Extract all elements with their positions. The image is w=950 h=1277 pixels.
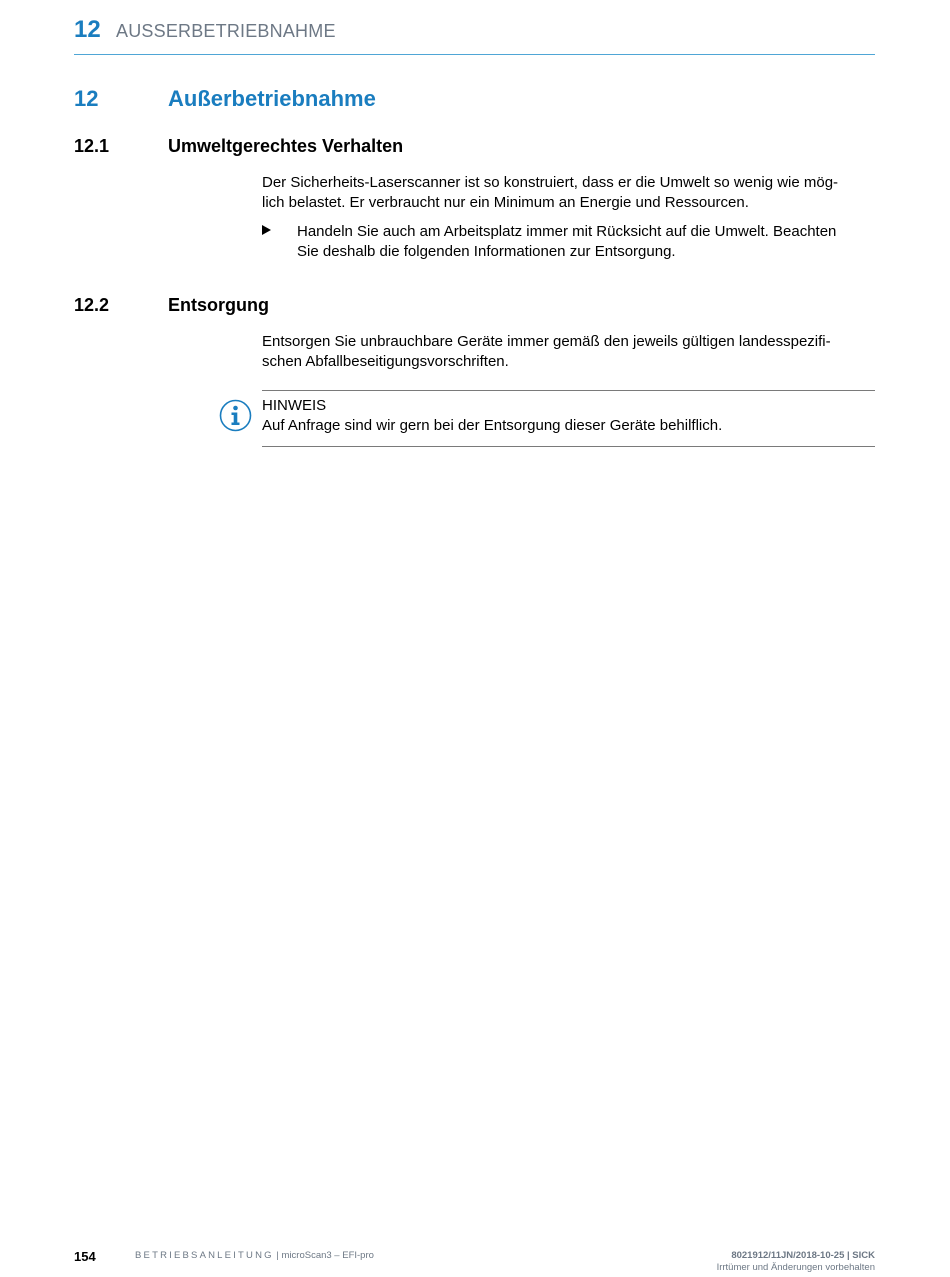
section-title: Umweltgerechtes Verhalten: [168, 136, 404, 156]
bullet-item: [297, 222, 872, 262]
footer-disclaimer: Irrtümer und Änderungen vorbehalten: [716, 1262, 875, 1273]
section-title: Entsorgung: [168, 295, 269, 315]
section-number: 12.2: [74, 295, 110, 315]
paragraph-line: lich belastet. Er verbraucht nur ein Minimum an Energie und Ressourcen.: [262, 194, 749, 211]
chapter-number: 12: [74, 86, 99, 111]
bullet-line: Handeln Sie auch am Arbeitsplatz immer mit Rücksicht auf die Umwelt. Beachten: [297, 223, 837, 240]
bullet-arrow-icon: [262, 225, 271, 235]
paragraph-line: schen Abfallbeseitigungsvorschriften.: [262, 353, 509, 370]
page-number: 154: [74, 1249, 96, 1264]
footer-right-info: [717, 1250, 875, 1274]
footer-document-info: [135, 1250, 374, 1261]
footer-doc-id: 8021912/11JN/2018-10-25 | SICK: [731, 1250, 875, 1261]
running-header-chapter-number: 12: [74, 16, 101, 43]
paragraph-line: Der Sicherheits-Laserscanner ist so konstruiert, dass er die Umwelt so wenig wie mög-: [262, 174, 839, 191]
section-paragraph: [262, 332, 867, 372]
chapter-title: Außerbetriebnahme: [168, 86, 376, 111]
note-text: Auf Anfrage sind wir gern bei der Entsorgung dieser Geräte behilflich.: [262, 417, 723, 434]
info-icon: [219, 399, 252, 432]
bullet-line: Sie deshalb die folgenden Informationen zur Entsorgung.: [297, 243, 676, 260]
footer-product: | microScan3 – EFI-pro: [273, 1250, 374, 1261]
section-paragraph: [262, 173, 867, 213]
note-bottom-rule: [262, 446, 875, 447]
paragraph-line: Entsorgen Sie unbrauchbare Geräte immer gemäß den jeweils gültigen landesspezifi-: [262, 333, 831, 350]
running-header: [74, 14, 875, 55]
running-header-chapter-title: AUSSERBETRIEBNAHME: [116, 21, 336, 41]
note-title: HINWEIS: [262, 397, 327, 414]
note-top-rule: [262, 390, 875, 391]
footer-doc-type: BETRIEBSANLEITUNG: [135, 1250, 274, 1261]
section-number: 12.1: [74, 136, 110, 156]
